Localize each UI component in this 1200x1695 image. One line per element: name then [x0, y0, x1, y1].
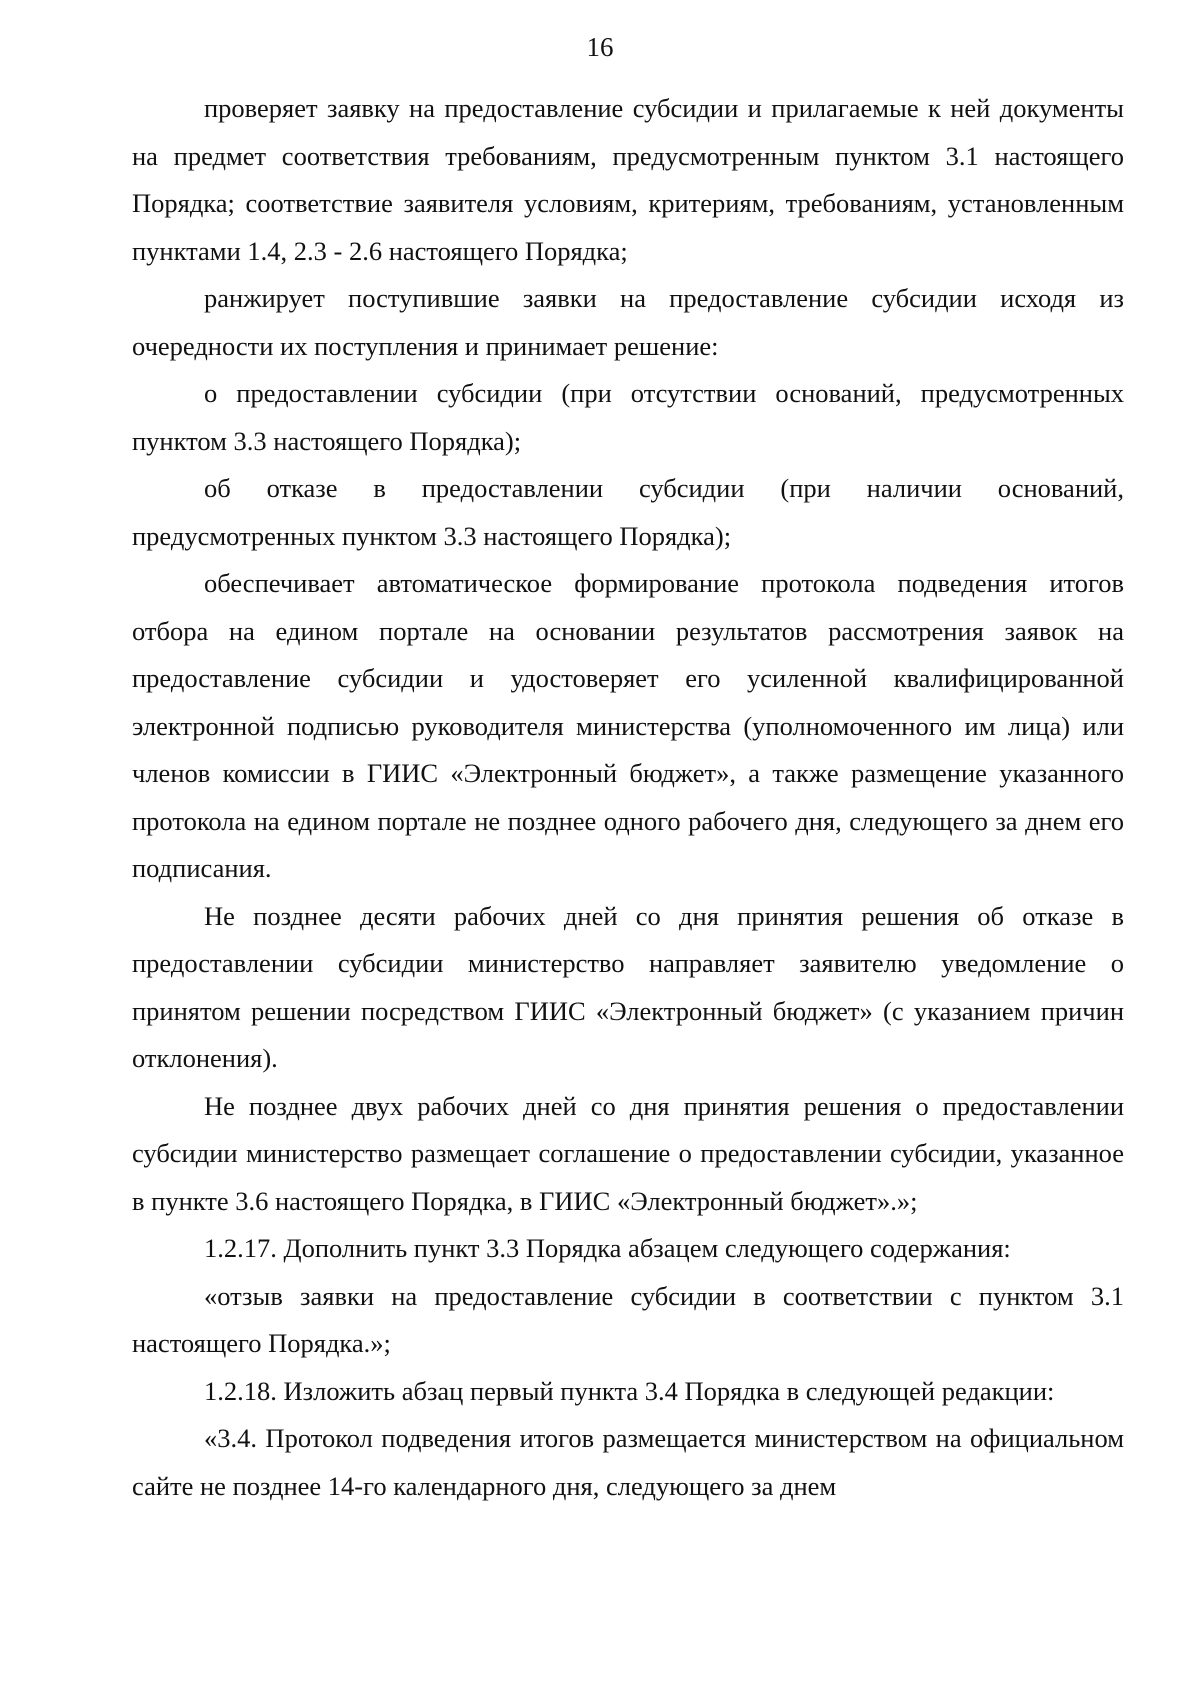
paragraph-amendment-1-2-18: 1.2.18. Изложить абзац первый пункта 3.4 Порядка в следующей редакции:: [204, 1375, 1055, 1406]
paragraph-ranking: ранжирует поступившие заявки на предоставление субсидии исходя из очередности их поступления и принимает решение:: [132, 283, 1124, 361]
paragraph-refusal-notice: Не позднее десяти рабочих дней со дня принятия решения об отказе в предоставлении субсидии министерство направляет заявителю уведомление о принятом решении посредством ГИИС «Электронный бюджет» (с указанием причин отклонения).: [132, 900, 1124, 1073]
paragraph-check-application: проверяет заявку на предоставление субсидии и прилагаемые к ней документы на предмет соответствия требованиям, предусмотренным пунктом 3.1 настоящего Порядка; соответствие заявителя условиям, критериям, требованиям, установленным пунктами 1.4, 2.3 - 2.6 настоящего Порядка;: [132, 93, 1124, 266]
paragraph-protocol-formation: обеспечивает автоматическое формирование протокола подведения итогов отбора на едином портале на основании результатов рассмотрения заявок на предоставление субсидии и удостоверяет его усиленной квалифицированной электронной подписью руководителя министерства (уполномоченного им лица) или членов комиссии в ГИИС «Электронный бюджет», а также размещение указанного протокола на едином портале не позднее одного рабочего дня, следующего за днем его подписания.: [132, 568, 1124, 883]
paragraph-agreement-placement: Не позднее двух рабочих дней со дня принятия решения о предоставлении субсидии министерство размещает соглашение о предоставлении субсидии, указанное в пункте 3.6 настоящего Порядка, в ГИИС «Электронный бюджет».»;: [132, 1090, 1124, 1216]
paragraph-withdrawal-clause: «отзыв заявки на предоставление субсидии в соответствии с пунктом 3.1 настоящего Порядка.»;: [132, 1280, 1124, 1358]
page-number: 16: [586, 32, 614, 62]
paragraph-clause-3-4: «3.4. Протокол подведения итогов размещается министерством на официальном сайте не позднее 14-го календарного дня, следующего за днем: [132, 1423, 1124, 1501]
paragraph-refusal-decision: об отказе в предоставлении субсидии (при наличии оснований, предусмотренных пунктом 3.3 настоящего Порядка);: [132, 473, 1124, 551]
document-body: [132, 85, 1124, 1510]
paragraph-grant-decision: о предоставлении субсидии (при отсутствии оснований, предусмотренных пунктом 3.3 настоящего Порядка);: [132, 378, 1124, 456]
paragraph-amendment-1-2-17: 1.2.17. Дополнить пункт 3.3 Порядка абзацем следующего содержания:: [204, 1233, 1011, 1263]
